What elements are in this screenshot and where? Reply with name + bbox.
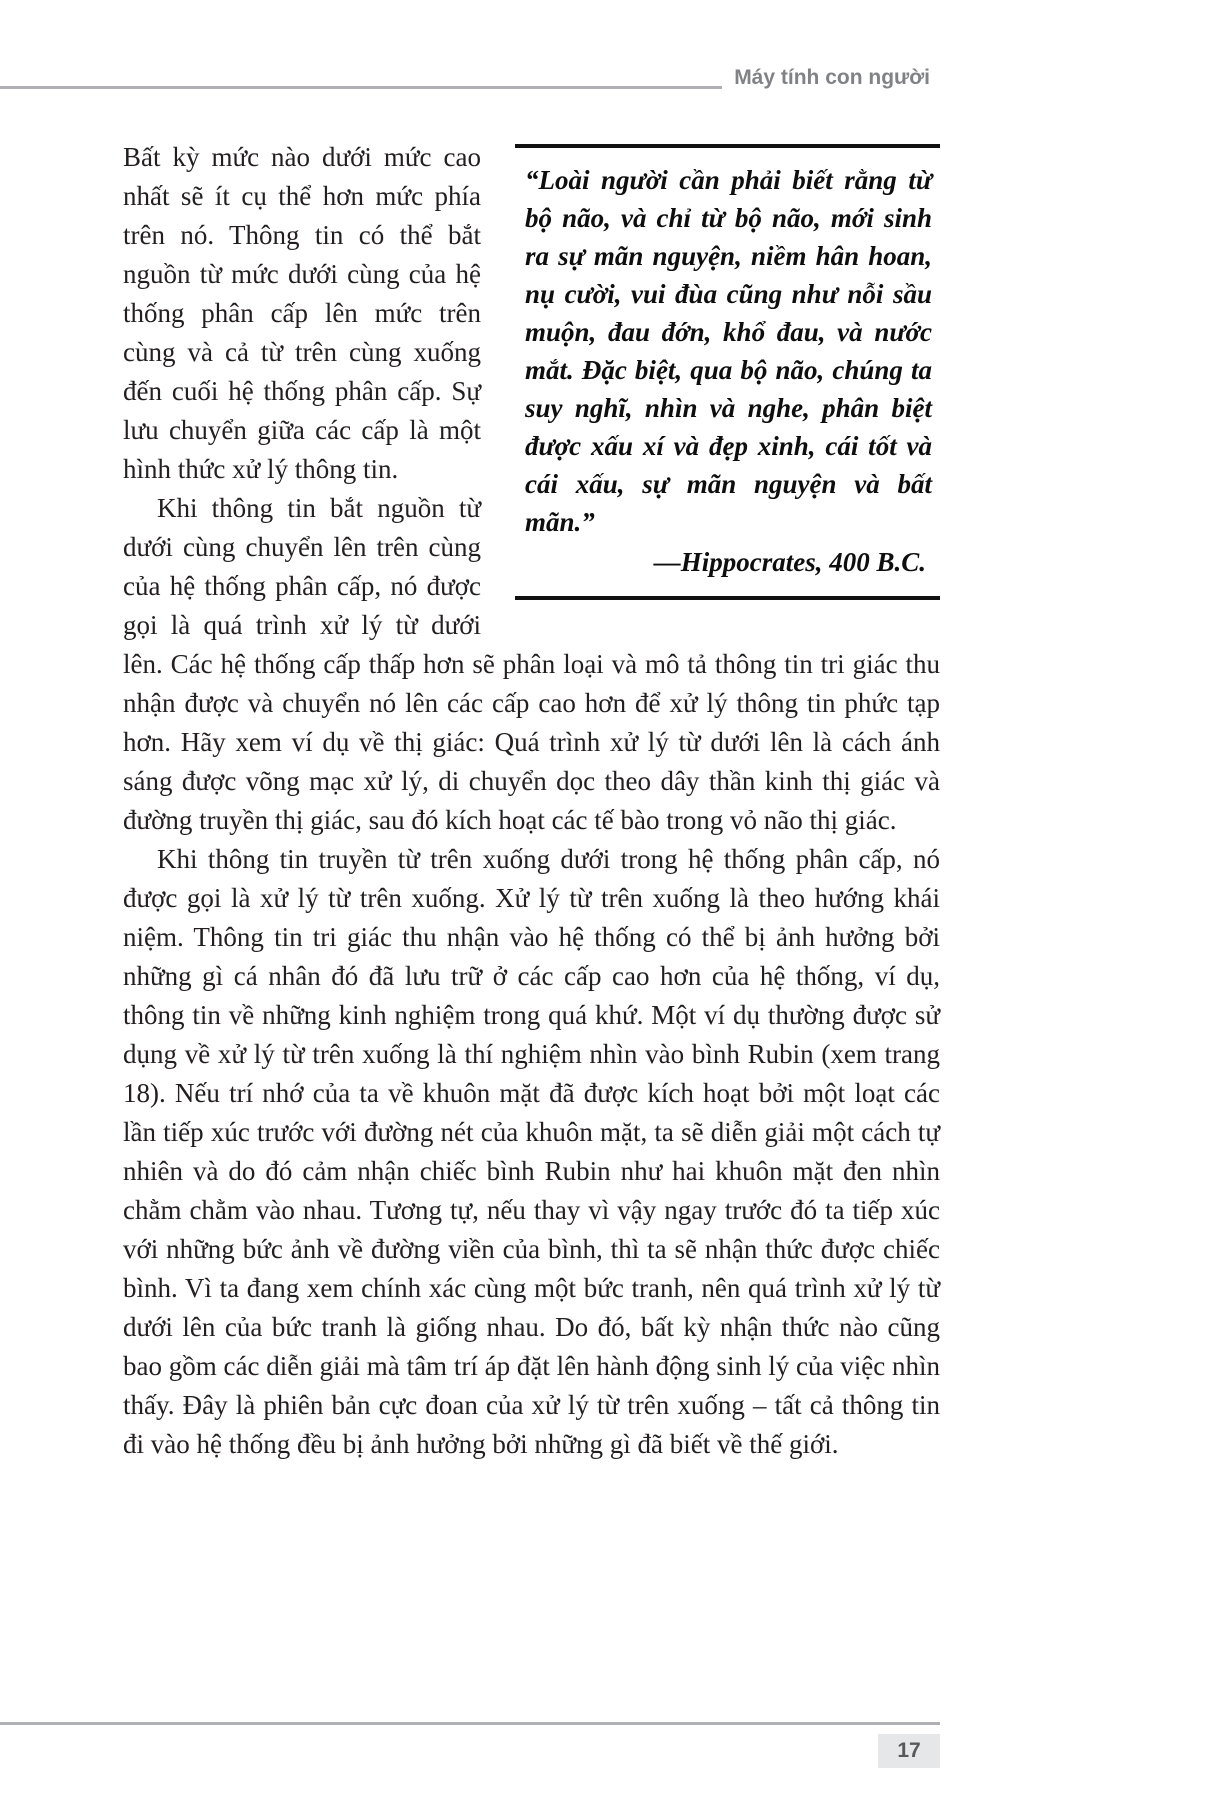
page-content — [123, 138, 940, 1464]
body-paragraph-1: Bất kỳ mức nào dưới mức cao nhất sẽ ít cụ thể hơn mức phía trên nó. Thông tin có thể bắt nguồn từ mức dưới cùng của hệ thống phân cấp lên mức trên cùng và cả từ trên cùng xuống đến cuối hệ thống phân cấp. Sự lưu chuyển giữa các cấp là một hình thức xử lý thông tin. — [123, 142, 481, 484]
pull-quote — [515, 144, 940, 600]
body-paragraph-2: Khi thông tin bắt nguồn từ dưới cùng chuyển lên trên cùng của hệ thống phân cấp, nó được gọi là quá trình xử lý từ dưới lên. Các hệ thống cấp thấp hơn sẽ phân loại và mô tả thông tin tri giác thu nhận được và chuyển nó lên các cấp cao hơn để xử lý thông tin phức tạp hơn. Hãy xem ví dụ về thị giác: Quá trình xử lý từ dưới lên là cách ánh sáng được võng mạc xử lý, di chuyển dọc theo dây thần kinh thị giác và đường truyền thị giác, sau đó kích hoạt các tế bào trong vỏ não thị giác. — [123, 493, 940, 835]
page-number: 17 — [897, 1739, 921, 1762]
pull-quote-attribution: —Hippocrates, 400 B.C. — [653, 547, 926, 577]
page-number-badge — [878, 1734, 940, 1768]
footer-rule — [0, 1722, 940, 1725]
pull-quote-text: “Loài người cần phải biết rằng từ bộ não, và chỉ từ bộ não, mới sinh ra sự mãn nguyện, niềm hân hoan, nụ cười, vui đùa cũng như nỗi sầu muộn, đau đớn, khổ đau, và nước mắt. Đặc biệt, qua bộ não, chúng ta suy nghĩ, nhìn và nghe, phân biệt được xấu xí và đẹp xinh, cái tốt và cái xấu, sự mãn nguyện và bất mãn.” — [525, 165, 932, 537]
body-paragraph-3: Khi thông tin truyền từ trên xuống dưới trong hệ thống phân cấp, nó được gọi là xử lý từ trên xuống. Xử lý từ trên xuống là theo hướng khái niệm. Thông tin tri giác thu nhận vào hệ thống có thể bị ảnh hưởng bởi những gì cá nhân đó đã lưu trữ ở các cấp cao hơn của hệ thống, ví dụ, thông tin về những kinh nghiệm trong quá khứ. Một ví dụ thường được sử dụng về xử lý từ trên xuống là thí nghiệm nhìn vào bình Rubin (xem trang 18). Nếu trí nhớ của ta về khuôn mặt đã được kích hoạt bởi một loạt các lần tiếp xúc trước với đường nét của khuôn mặt, ta sẽ diễn giải một cách tự nhiên và do đó cảm nhận chiếc bình Rubin như hai khuôn mặt đen nhìn chằm chằm vào nhau. Tương tự, nếu thay vì vậy ngay trước đó ta tiếp xúc với những bức ảnh về đường viền của bình, thì ta sẽ nhận thức được chiếc bình. Vì ta đang xem chính xác cùng một bức tranh, nên quá trình xử lý từ dưới lên của bức tranh là giống nhau. Do đó, bất kỳ nhận thức nào cũng bao gồm các diễn giải mà tâm trí áp đặt lên hành động sinh lý của việc nhìn thấy. Đây là phiên bản cực đoan của xử lý từ trên xuống – tất cả thông tin đi vào hệ thống đều bị ảnh hưởng bởi những gì đã biết về thế giới. — [123, 844, 940, 1459]
running-head-label: Máy tính con người — [722, 64, 940, 96]
